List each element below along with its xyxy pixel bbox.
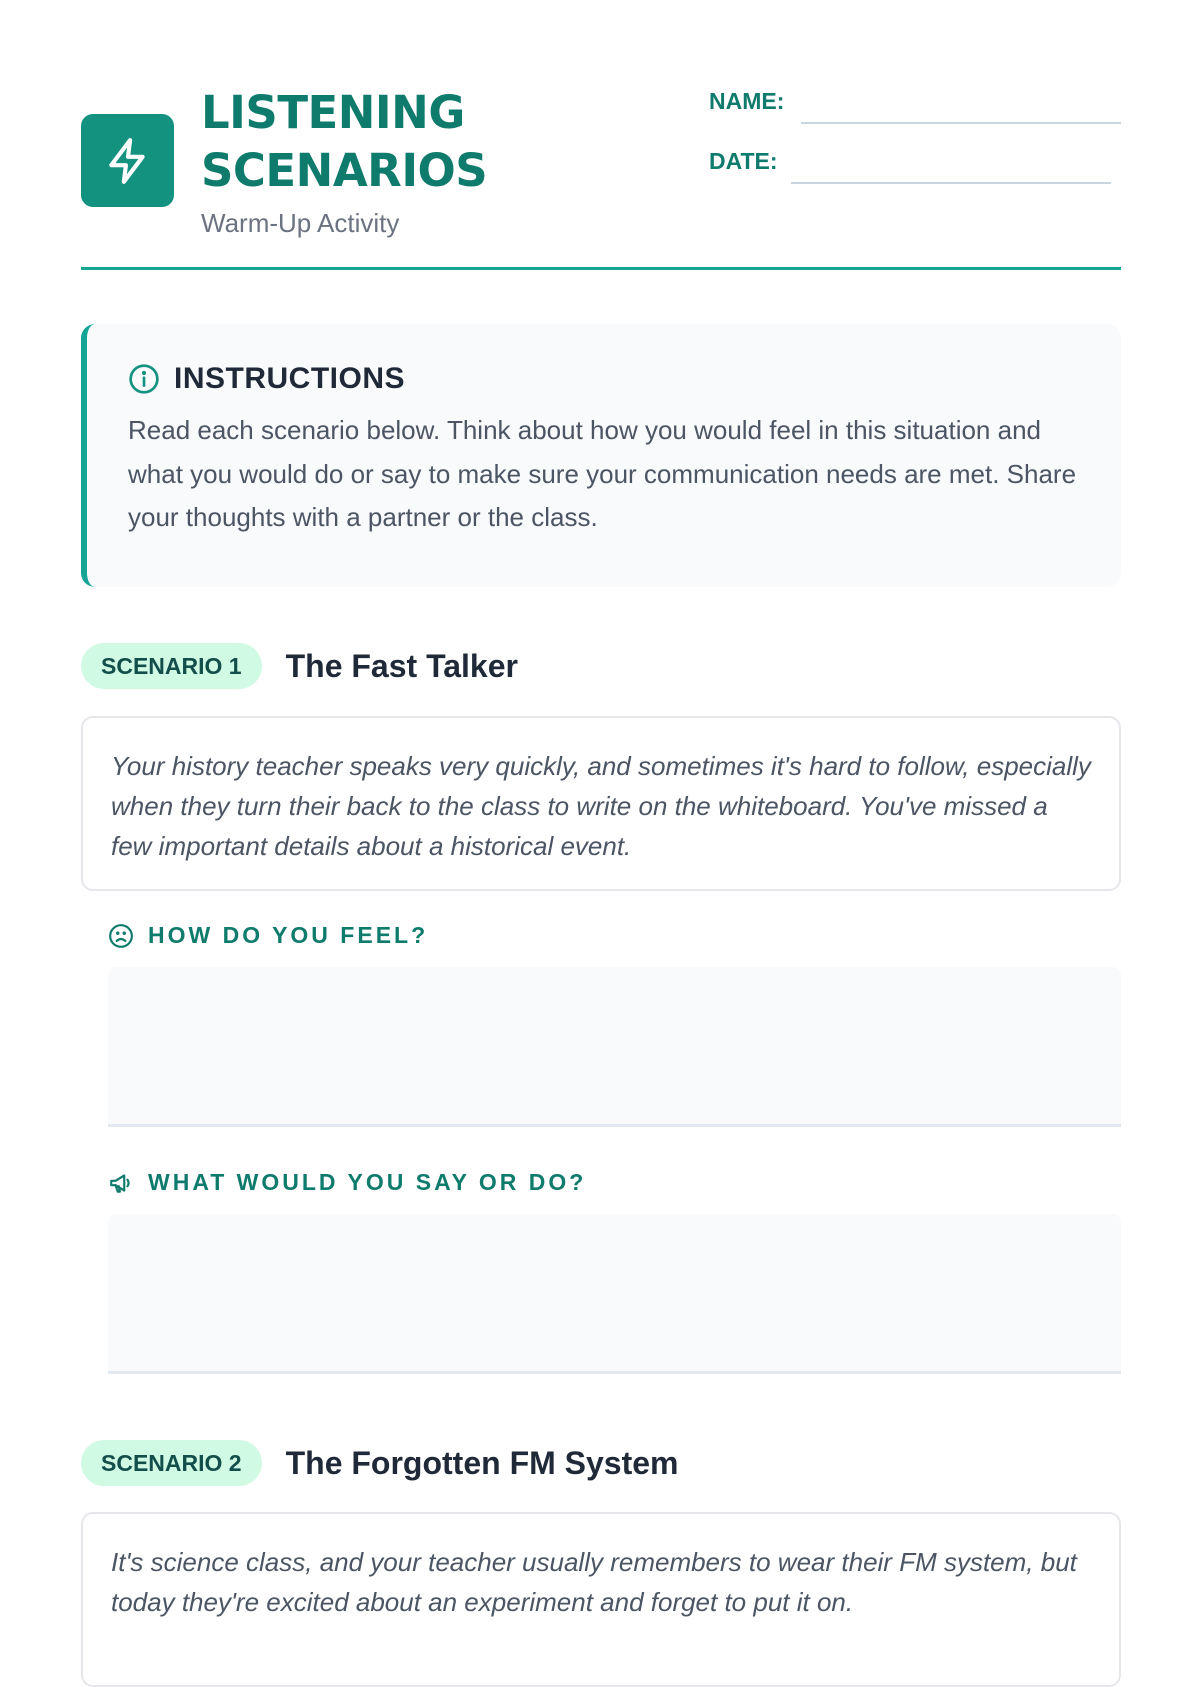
scenario-title: The Fast Talker <box>285 647 518 684</box>
date-label: DATE: <box>709 148 778 174</box>
header-divider <box>81 267 1121 270</box>
feel-answer-area[interactable] <box>108 967 1121 1127</box>
date-field[interactable] <box>709 146 1121 206</box>
name-label: NAME: <box>709 88 785 114</box>
say-do-question <box>108 1169 586 1196</box>
scenario-badge: SCENARIO 2 <box>81 1440 262 1486</box>
page-subtitle: Warm-Up Activity <box>201 208 400 238</box>
say-do-question-label: WHAT WOULD YOU SAY OR DO? <box>148 1169 587 1195</box>
scenario-2-card <box>81 1512 1121 1687</box>
feel-question <box>108 922 428 949</box>
student-fields <box>709 86 1121 206</box>
info-icon <box>128 363 160 395</box>
instructions-panel <box>81 324 1121 587</box>
sad-face-icon <box>108 923 134 949</box>
instructions-text: Read each scenario below. Think about how you would feel in this situation and what you would do or say to make sure your communication needs are met. Share your thoughts with a partner or the class. <box>128 415 1077 532</box>
instructions-title: INSTRUCTIONS <box>174 362 405 395</box>
worksheet-header <box>81 80 1121 272</box>
page-title: LISTENING SCENARIOS <box>201 86 488 197</box>
logo <box>81 114 174 207</box>
feel-question-label: HOW DO YOU FEEL? <box>148 922 429 948</box>
scenario-text: It's science class, and your teacher usually remembers to wear their FM system, but today they're excited about an experiment and forget to put it on. <box>111 1547 1077 1617</box>
say-do-answer-area[interactable] <box>108 1214 1121 1374</box>
lightning-bolt-icon <box>103 136 153 186</box>
scenario-1-header <box>81 643 518 689</box>
name-line[interactable] <box>801 122 1121 124</box>
scenario-badge: SCENARIO 1 <box>81 643 262 689</box>
megaphone-icon <box>108 1170 134 1196</box>
date-line[interactable] <box>791 182 1111 184</box>
scenario-1-card <box>81 716 1121 891</box>
scenario-2-header <box>81 1440 679 1486</box>
scenario-title: The Forgotten FM System <box>285 1444 679 1481</box>
scenario-text: Your history teacher speaks very quickly, and sometimes it's hard to follow, especially when they turn their back to the class to write on the whiteboard. You've missed a few important details about a historical event. <box>111 751 1091 861</box>
name-field[interactable] <box>709 86 1121 146</box>
